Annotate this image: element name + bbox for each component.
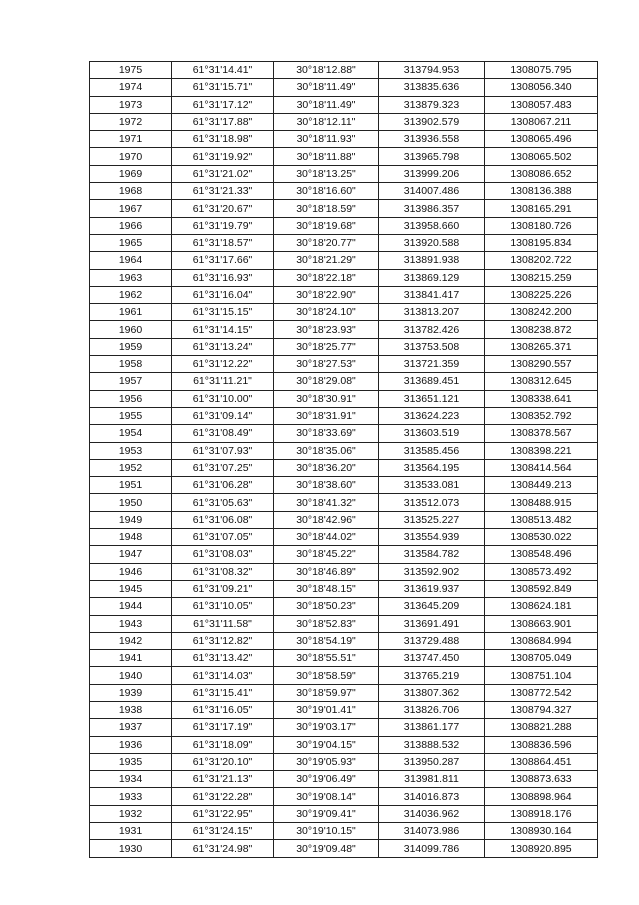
y-coordinate-cell: 1308684.994 [485,632,598,649]
y-coordinate-cell: 1308772.542 [485,684,598,701]
point-number-cell: 1947 [90,546,172,563]
point-number-cell: 1969 [90,165,172,182]
table-row [90,148,598,165]
longitude-cell: 30°19'01.41" [274,701,379,718]
y-coordinate-cell: 1308898.964 [485,788,598,805]
longitude-cell: 30°18'18.59" [274,200,379,217]
table-row [90,442,598,459]
point-number-cell: 1951 [90,477,172,494]
point-number-cell: 1952 [90,459,172,476]
longitude-cell: 30°18'25.77" [274,338,379,355]
y-coordinate-cell: 1308821.288 [485,719,598,736]
y-coordinate-cell: 1308705.049 [485,650,598,667]
latitude-cell: 61°31'19.79" [172,217,274,234]
point-number-cell: 1931 [90,823,172,840]
point-number-cell: 1970 [90,148,172,165]
longitude-cell: 30°18'45.22" [274,546,379,563]
table-row [90,252,598,269]
point-number-cell: 1932 [90,805,172,822]
latitude-cell: 61°31'15.71" [172,79,274,96]
longitude-cell: 30°18'42.96" [274,511,379,528]
y-coordinate-cell: 1308624.181 [485,598,598,615]
point-number-cell: 1973 [90,96,172,113]
point-number-cell: 1940 [90,667,172,684]
coordinates-table [89,61,598,858]
latitude-cell: 61°31'13.24" [172,338,274,355]
latitude-cell: 61°31'18.09" [172,736,274,753]
y-coordinate-cell: 1308378.567 [485,425,598,442]
y-coordinate-cell: 1308794.327 [485,701,598,718]
table-row [90,719,598,736]
longitude-cell: 30°18'11.49" [274,96,379,113]
x-coordinate-cell: 313826.706 [379,701,485,718]
table-row [90,632,598,649]
x-coordinate-cell: 313619.937 [379,580,485,597]
longitude-cell: 30°18'31.91" [274,407,379,424]
longitude-cell: 30°19'09.41" [274,805,379,822]
point-number-cell: 1942 [90,632,172,649]
longitude-cell: 30°18'36.20" [274,459,379,476]
x-coordinate-cell: 313645.209 [379,598,485,615]
table-row [90,511,598,528]
point-number-cell: 1963 [90,269,172,286]
table-row [90,477,598,494]
table-row [90,736,598,753]
longitude-cell: 30°18'35.06" [274,442,379,459]
y-coordinate-cell: 1308165.291 [485,200,598,217]
y-coordinate-cell: 1308513.482 [485,511,598,528]
latitude-cell: 61°31'18.98" [172,131,274,148]
latitude-cell: 61°31'08.49" [172,425,274,442]
y-coordinate-cell: 1308873.633 [485,771,598,788]
x-coordinate-cell: 313879.323 [379,96,485,113]
longitude-cell: 30°18'55.51" [274,650,379,667]
latitude-cell: 61°31'08.32" [172,563,274,580]
latitude-cell: 61°31'08.03" [172,546,274,563]
latitude-cell: 61°31'17.19" [172,719,274,736]
y-coordinate-cell: 1308057.483 [485,96,598,113]
point-number-cell: 1961 [90,304,172,321]
longitude-cell: 30°19'05.93" [274,753,379,770]
latitude-cell: 61°31'14.41" [172,62,274,79]
longitude-cell: 30°18'48.15" [274,580,379,597]
longitude-cell: 30°18'29.08" [274,373,379,390]
latitude-cell: 61°31'16.04" [172,286,274,303]
latitude-cell: 61°31'07.93" [172,442,274,459]
x-coordinate-cell: 313585.456 [379,442,485,459]
point-number-cell: 1934 [90,771,172,788]
x-coordinate-cell: 313691.491 [379,615,485,632]
x-coordinate-cell: 314073.986 [379,823,485,840]
y-coordinate-cell: 1308573.492 [485,563,598,580]
table-row [90,529,598,546]
table-row [90,338,598,355]
latitude-cell: 61°31'11.21" [172,373,274,390]
longitude-cell: 30°18'41.32" [274,494,379,511]
point-number-cell: 1957 [90,373,172,390]
latitude-cell: 61°31'22.28" [172,788,274,805]
table-row [90,200,598,217]
x-coordinate-cell: 313965.798 [379,148,485,165]
longitude-cell: 30°18'44.02" [274,529,379,546]
y-coordinate-cell: 1308930.164 [485,823,598,840]
longitude-cell: 30°18'30.91" [274,390,379,407]
latitude-cell: 61°31'14.03" [172,667,274,684]
table-row [90,217,598,234]
latitude-cell: 61°31'10.00" [172,390,274,407]
table-row [90,823,598,840]
y-coordinate-cell: 1308663.901 [485,615,598,632]
table-row [90,598,598,615]
point-number-cell: 1968 [90,183,172,200]
x-coordinate-cell: 313603.519 [379,425,485,442]
y-coordinate-cell: 1308056.340 [485,79,598,96]
y-coordinate-cell: 1308242.200 [485,304,598,321]
point-number-cell: 1964 [90,252,172,269]
y-coordinate-cell: 1308238.872 [485,321,598,338]
point-number-cell: 1958 [90,356,172,373]
table-row [90,580,598,597]
latitude-cell: 61°31'09.21" [172,580,274,597]
table-row [90,840,598,857]
x-coordinate-cell: 313782.426 [379,321,485,338]
latitude-cell: 61°31'17.12" [172,96,274,113]
longitude-cell: 30°18'21.29" [274,252,379,269]
table-row [90,667,598,684]
point-number-cell: 1943 [90,615,172,632]
y-coordinate-cell: 1308225.226 [485,286,598,303]
x-coordinate-cell: 313986.357 [379,200,485,217]
longitude-cell: 30°18'59.97" [274,684,379,701]
point-number-cell: 1974 [90,79,172,96]
y-coordinate-cell: 1308398.221 [485,442,598,459]
latitude-cell: 61°31'06.28" [172,477,274,494]
x-coordinate-cell: 313936.558 [379,131,485,148]
longitude-cell: 30°19'08.14" [274,788,379,805]
longitude-cell: 30°18'23.93" [274,321,379,338]
point-number-cell: 1946 [90,563,172,580]
x-coordinate-cell: 313592.902 [379,563,485,580]
latitude-cell: 61°31'18.57" [172,234,274,251]
x-coordinate-cell: 313888.532 [379,736,485,753]
x-coordinate-cell: 313950.287 [379,753,485,770]
table-row [90,771,598,788]
table-row [90,650,598,667]
longitude-cell: 30°18'12.88" [274,62,379,79]
table-row [90,701,598,718]
longitude-cell: 30°18'20.77" [274,234,379,251]
point-number-cell: 1948 [90,529,172,546]
x-coordinate-cell: 314016.873 [379,788,485,805]
x-coordinate-cell: 313920.588 [379,234,485,251]
table-row [90,234,598,251]
y-coordinate-cell: 1308086.652 [485,165,598,182]
y-coordinate-cell: 1308067.211 [485,113,598,130]
longitude-cell: 30°18'38.60" [274,477,379,494]
x-coordinate-cell: 313525.227 [379,511,485,528]
table-row [90,425,598,442]
table-row [90,62,598,79]
latitude-cell: 61°31'15.15" [172,304,274,321]
y-coordinate-cell: 1308338.641 [485,390,598,407]
table-row [90,183,598,200]
latitude-cell: 61°31'07.05" [172,529,274,546]
table-row [90,546,598,563]
table-row [90,321,598,338]
point-number-cell: 1954 [90,425,172,442]
y-coordinate-cell: 1308449.213 [485,477,598,494]
latitude-cell: 61°31'21.13" [172,771,274,788]
longitude-cell: 30°18'24.10" [274,304,379,321]
table-row [90,788,598,805]
x-coordinate-cell: 313729.488 [379,632,485,649]
x-coordinate-cell: 313564.195 [379,459,485,476]
x-coordinate-cell: 313835.636 [379,79,485,96]
point-number-cell: 1935 [90,753,172,770]
latitude-cell: 61°31'06.08" [172,511,274,528]
longitude-cell: 30°18'54.19" [274,632,379,649]
longitude-cell: 30°19'06.49" [274,771,379,788]
point-number-cell: 1933 [90,788,172,805]
x-coordinate-cell: 313765.219 [379,667,485,684]
y-coordinate-cell: 1308312.645 [485,373,598,390]
latitude-cell: 61°31'12.22" [172,356,274,373]
x-coordinate-cell: 313753.508 [379,338,485,355]
x-coordinate-cell: 313554.939 [379,529,485,546]
point-number-cell: 1939 [90,684,172,701]
x-coordinate-cell: 313999.206 [379,165,485,182]
longitude-cell: 30°18'27.53" [274,356,379,373]
point-number-cell: 1930 [90,840,172,857]
point-number-cell: 1967 [90,200,172,217]
x-coordinate-cell: 313869.129 [379,269,485,286]
latitude-cell: 61°31'21.02" [172,165,274,182]
y-coordinate-cell: 1308065.502 [485,148,598,165]
y-coordinate-cell: 1308202.722 [485,252,598,269]
latitude-cell: 61°31'21.33" [172,183,274,200]
point-number-cell: 1975 [90,62,172,79]
y-coordinate-cell: 1308265.371 [485,338,598,355]
x-coordinate-cell: 314036.962 [379,805,485,822]
longitude-cell: 30°19'04.15" [274,736,379,753]
latitude-cell: 61°31'17.88" [172,113,274,130]
table-row [90,494,598,511]
point-number-cell: 1941 [90,650,172,667]
table-row [90,615,598,632]
y-coordinate-cell: 1308414.564 [485,459,598,476]
x-coordinate-cell: 313533.081 [379,477,485,494]
longitude-cell: 30°18'13.25" [274,165,379,182]
x-coordinate-cell: 314099.786 [379,840,485,857]
x-coordinate-cell: 313841.417 [379,286,485,303]
point-number-cell: 1955 [90,407,172,424]
y-coordinate-cell: 1308836.596 [485,736,598,753]
y-coordinate-cell: 1308352.792 [485,407,598,424]
y-coordinate-cell: 1308488.915 [485,494,598,511]
x-coordinate-cell: 314007.486 [379,183,485,200]
latitude-cell: 61°31'12.82" [172,632,274,649]
longitude-cell: 30°18'19.68" [274,217,379,234]
point-number-cell: 1953 [90,442,172,459]
longitude-cell: 30°19'03.17" [274,719,379,736]
table-row [90,684,598,701]
y-coordinate-cell: 1308180.726 [485,217,598,234]
x-coordinate-cell: 313958.660 [379,217,485,234]
latitude-cell: 61°31'11.58" [172,615,274,632]
x-coordinate-cell: 313689.451 [379,373,485,390]
point-number-cell: 1944 [90,598,172,615]
y-coordinate-cell: 1308592.849 [485,580,598,597]
longitude-cell: 30°18'50.23" [274,598,379,615]
longitude-cell: 30°18'11.93" [274,131,379,148]
y-coordinate-cell: 1308065.496 [485,131,598,148]
latitude-cell: 61°31'15.41" [172,684,274,701]
latitude-cell: 61°31'20.67" [172,200,274,217]
latitude-cell: 61°31'09.14" [172,407,274,424]
y-coordinate-cell: 1308751.104 [485,667,598,684]
longitude-cell: 30°19'10.15" [274,823,379,840]
point-number-cell: 1936 [90,736,172,753]
latitude-cell: 61°31'13.42" [172,650,274,667]
latitude-cell: 61°31'07.25" [172,459,274,476]
table-row [90,390,598,407]
x-coordinate-cell: 313813.207 [379,304,485,321]
point-number-cell: 1949 [90,511,172,528]
y-coordinate-cell: 1308215.259 [485,269,598,286]
table-row [90,356,598,373]
y-coordinate-cell: 1308530.022 [485,529,598,546]
longitude-cell: 30°18'16.60" [274,183,379,200]
longitude-cell: 30°18'46.89" [274,563,379,580]
latitude-cell: 61°31'17.66" [172,252,274,269]
x-coordinate-cell: 313624.223 [379,407,485,424]
latitude-cell: 61°31'16.93" [172,269,274,286]
x-coordinate-cell: 313981.811 [379,771,485,788]
point-number-cell: 1956 [90,390,172,407]
longitude-cell: 30°18'22.90" [274,286,379,303]
latitude-cell: 61°31'16.05" [172,701,274,718]
longitude-cell: 30°18'11.49" [274,79,379,96]
latitude-cell: 61°31'05.63" [172,494,274,511]
latitude-cell: 61°31'20.10" [172,753,274,770]
latitude-cell: 61°31'14.15" [172,321,274,338]
point-number-cell: 1959 [90,338,172,355]
point-number-cell: 1960 [90,321,172,338]
longitude-cell: 30°18'58.59" [274,667,379,684]
y-coordinate-cell: 1308920.895 [485,840,598,857]
latitude-cell: 61°31'24.15" [172,823,274,840]
x-coordinate-cell: 313794.953 [379,62,485,79]
latitude-cell: 61°31'19.92" [172,148,274,165]
table-row [90,269,598,286]
table-row [90,753,598,770]
table-row [90,131,598,148]
point-number-cell: 1962 [90,286,172,303]
y-coordinate-cell: 1308548.496 [485,546,598,563]
point-number-cell: 1950 [90,494,172,511]
y-coordinate-cell: 1308290.557 [485,356,598,373]
x-coordinate-cell: 313747.450 [379,650,485,667]
longitude-cell: 30°19'09.48" [274,840,379,857]
table-row [90,459,598,476]
x-coordinate-cell: 313891.938 [379,252,485,269]
table-row [90,304,598,321]
point-number-cell: 1937 [90,719,172,736]
point-number-cell: 1966 [90,217,172,234]
point-number-cell: 1972 [90,113,172,130]
latitude-cell: 61°31'22.95" [172,805,274,822]
y-coordinate-cell: 1308136.388 [485,183,598,200]
table-row [90,286,598,303]
table-row [90,373,598,390]
longitude-cell: 30°18'22.18" [274,269,379,286]
table-row [90,96,598,113]
longitude-cell: 30°18'11.88" [274,148,379,165]
coordinates-table-body [90,62,598,858]
longitude-cell: 30°18'52.83" [274,615,379,632]
x-coordinate-cell: 313512.073 [379,494,485,511]
y-coordinate-cell: 1308075.795 [485,62,598,79]
longitude-cell: 30°18'12.11" [274,113,379,130]
table-row [90,165,598,182]
point-number-cell: 1971 [90,131,172,148]
table-row [90,113,598,130]
latitude-cell: 61°31'10.05" [172,598,274,615]
longitude-cell: 30°18'33.69" [274,425,379,442]
y-coordinate-cell: 1308195.834 [485,234,598,251]
latitude-cell: 61°31'24.98" [172,840,274,857]
x-coordinate-cell: 313861.177 [379,719,485,736]
x-coordinate-cell: 313807.362 [379,684,485,701]
x-coordinate-cell: 313902.579 [379,113,485,130]
point-number-cell: 1965 [90,234,172,251]
x-coordinate-cell: 313651.121 [379,390,485,407]
table-row [90,805,598,822]
table-row [90,563,598,580]
table-row [90,407,598,424]
table-row [90,79,598,96]
point-number-cell: 1945 [90,580,172,597]
y-coordinate-cell: 1308864.451 [485,753,598,770]
y-coordinate-cell: 1308918.176 [485,805,598,822]
x-coordinate-cell: 313721.359 [379,356,485,373]
point-number-cell: 1938 [90,701,172,718]
x-coordinate-cell: 313584.782 [379,546,485,563]
